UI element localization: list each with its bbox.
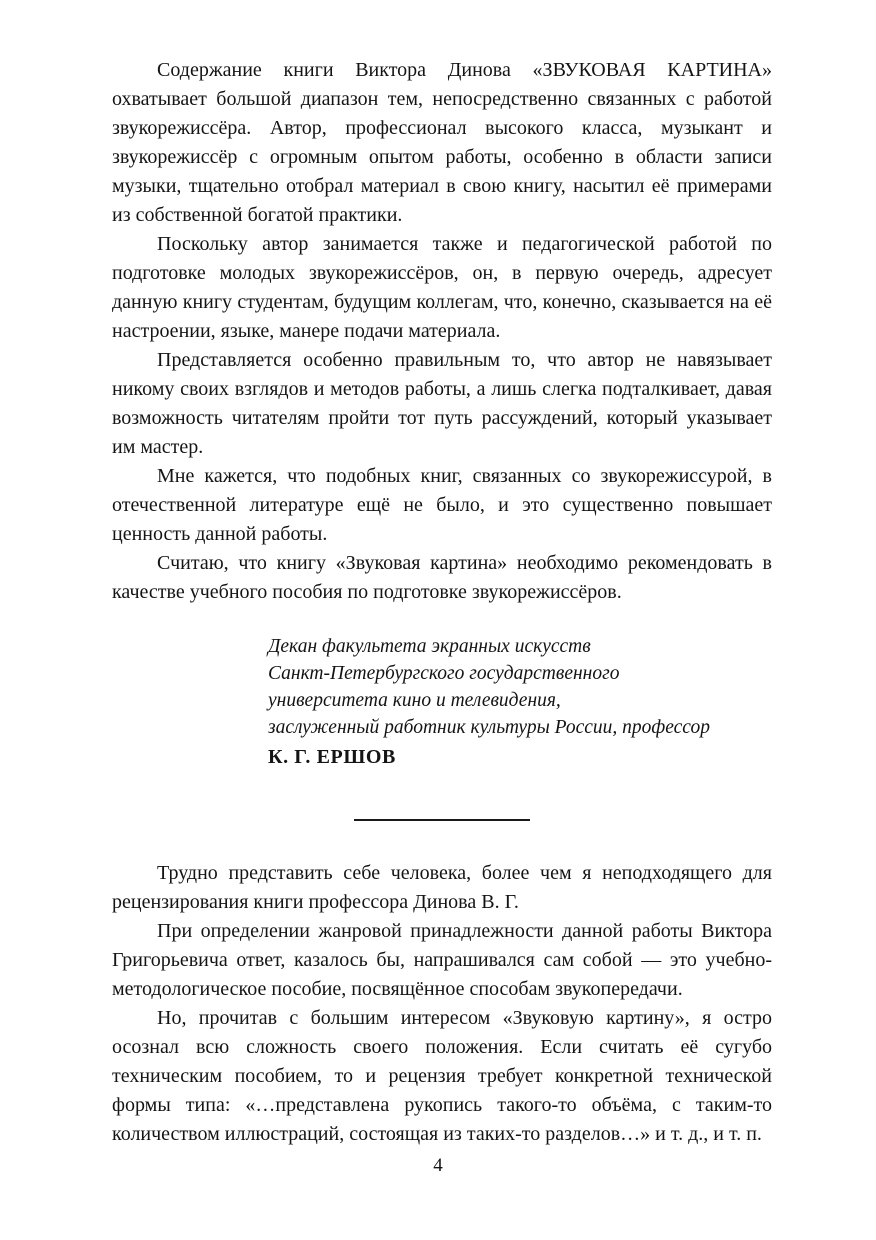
section-divider (354, 819, 530, 821)
signature-line-3: университета кино и телевидения, (268, 690, 561, 711)
page-number: 4 (433, 1155, 443, 1176)
foreword-paragraph-3: Представляется особенно правильным то, что автор не навязывает никому своих взглядов и методов работы, а лишь слегка подталкивает, давая возможность читателям пройти тот путь рассуждений, который указывает им мастер. (112, 349, 772, 458)
page-content (112, 56, 772, 1149)
foreword-paragraph-4: Мне кажется, что подобных книг, связанных со звукорежиссурой, в отечественной литературе ещё не было, и это существенно повышает ценность данной работы. (112, 465, 772, 545)
signature-block (268, 633, 772, 771)
signature-line-4: заслуженный работник культуры России, профессор (268, 717, 710, 738)
review-paragraph-1: Трудно представить себе человека, более чем я неподходящего для рецензирования книги профессора Динова В. Г. (112, 862, 772, 913)
foreword-paragraph-2: Поскольку автор занимается также и педагогической работой по подготовке молодых звукорежиссёров, он, в первую очередь, адресует данную книгу студентам, будущим коллегам, что, конечно, сказывается на её настроении, языке, манере подачи материала. (112, 233, 772, 342)
signature-name: К. Г. ЕРШОВ (268, 746, 396, 768)
review-paragraph-2: При определении жанровой принадлежности данной работы Виктора Григорьевича ответ, казалось бы, напрашивался сам собой — это учебно-методологическое пособие, посвящённое способам звукопередачи. (112, 920, 772, 1000)
signature-line-2: Санкт-Петербургского государственного (268, 663, 620, 684)
review-paragraph-3: Но, прочитав с большим интересом «Звуковую картину», я остро осознал всю сложность своего положения. Если считать её сугубо техническим пособием, то и рецензия требует конкретной технической формы типа: «…представлена рукопись такого-то объёма, с таким-то количеством иллюстраций, состоящая из таких-то разделов…» и т. д., и т. п. (112, 1007, 772, 1145)
foreword-paragraph-5: Считаю, что книгу «Звуковая картина» необходимо рекомендовать в качестве учебного пособия по подготовке звукорежиссёров. (112, 552, 772, 603)
foreword-paragraph-1: Содержание книги Виктора Динова «ЗВУКОВАЯ КАРТИНА» охватывает большой диапазон тем, непосредственно связанных с работой звукорежиссёра. Автор, профессионал высокого класса, музыкант и звукорежиссёр с огромным опытом работы, особенно в области записи музыки, тщательно отобрал материал в свою книгу, насытил её примерами из собственной богатой практики. (112, 59, 772, 226)
signature-line-1: Декан факультета экранных искусств (268, 636, 591, 657)
